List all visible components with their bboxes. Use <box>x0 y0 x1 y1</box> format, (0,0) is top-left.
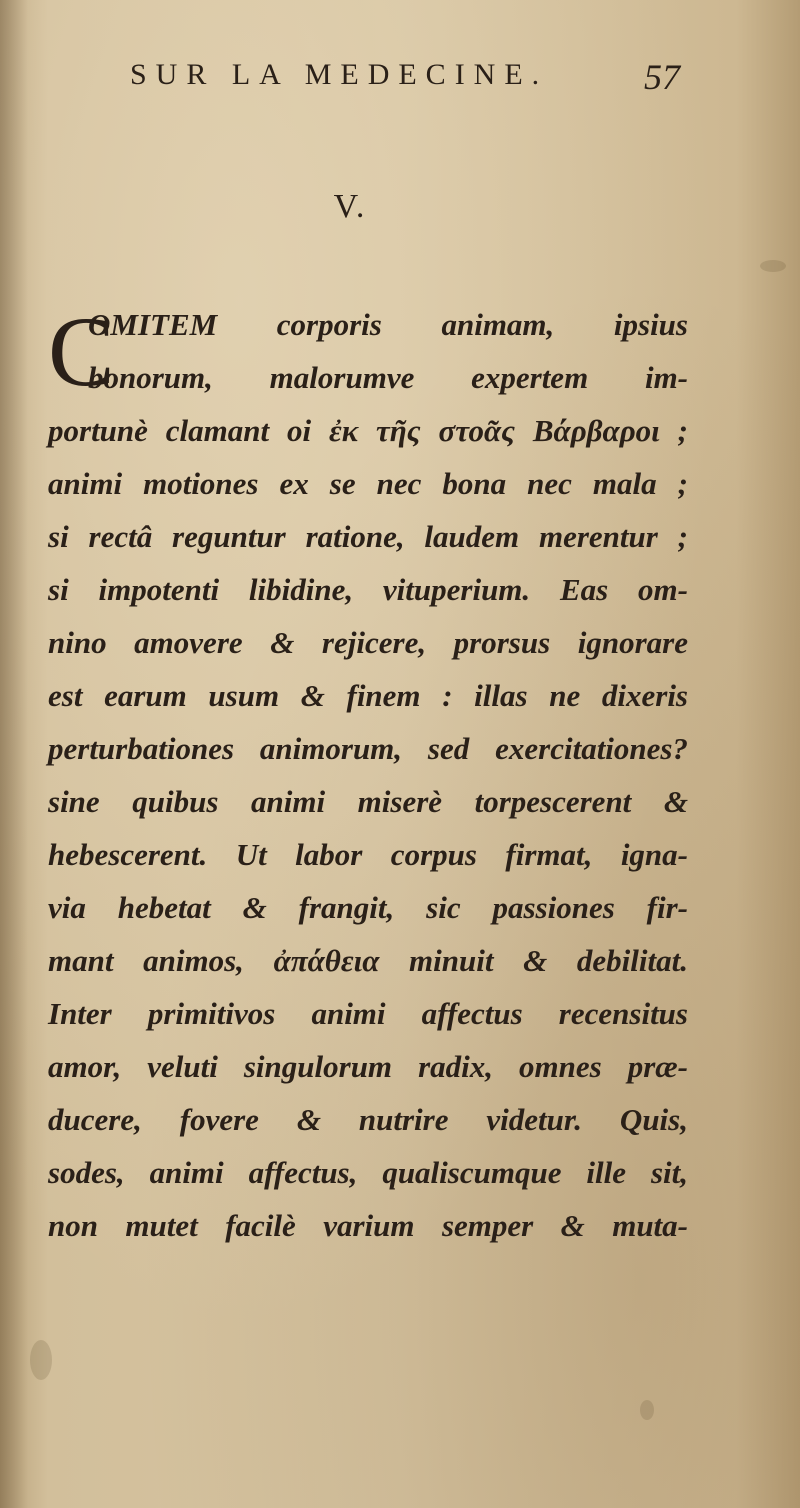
body-text <box>48 298 688 1252</box>
text-line: est earum usum & finem : illas ne dixeris <box>48 678 688 713</box>
gutter-shadow <box>0 0 28 1508</box>
paper-stain <box>30 1340 52 1380</box>
text-line: perturbationes animorum, sed exercitationes? <box>48 731 688 766</box>
running-head: SUR LA MEDECINE. <box>130 58 549 91</box>
text-line: si rectâ reguntur ratione, laudem merentur ; <box>48 519 688 554</box>
text-line: sine quibus animi miserè torpescerent & <box>48 784 688 819</box>
text-line: hebescerent. Ut labor corpus firmat, igna- <box>48 837 688 872</box>
page-number: 57 <box>644 57 680 97</box>
text-line: animi motiones ex se nec bona nec mala ; <box>48 466 688 501</box>
text-line: amor, veluti singulorum radix, omnes præ- <box>48 1049 688 1084</box>
text-line: Inter primitivos animi affectus recensitus <box>48 996 688 1031</box>
text-line: portunè clamant oi ἐκ τῆς στοᾶς Βάρβαροι ; <box>48 413 688 448</box>
paper-stain <box>640 1400 654 1420</box>
section-number: V. <box>333 188 367 225</box>
drop-cap: C <box>48 296 115 407</box>
text-line: si impotenti libidine, vituperium. Eas om- <box>48 572 688 607</box>
text-line: mant animos, ἀπάθεια minuit & debilitat. <box>48 943 688 978</box>
text-line: nino amovere & rejicere, prorsus ignorare <box>48 625 688 660</box>
text-line: sodes, animi affectus, qualiscumque ille sit, <box>48 1155 688 1190</box>
line-text: OMITEM corporis animam, ipsius <box>88 307 688 342</box>
text-line: non mutet facilè varium semper & muta- <box>48 1208 688 1243</box>
paper-stain <box>760 260 786 272</box>
page-header <box>130 58 690 98</box>
text-line: via hebetat & frangit, sic passiones fir- <box>48 890 688 925</box>
text-line: bonorum, malorumve expertem im- <box>88 360 688 395</box>
text-line: ducere, fovere & nutrire videtur. Quis, <box>48 1102 688 1137</box>
